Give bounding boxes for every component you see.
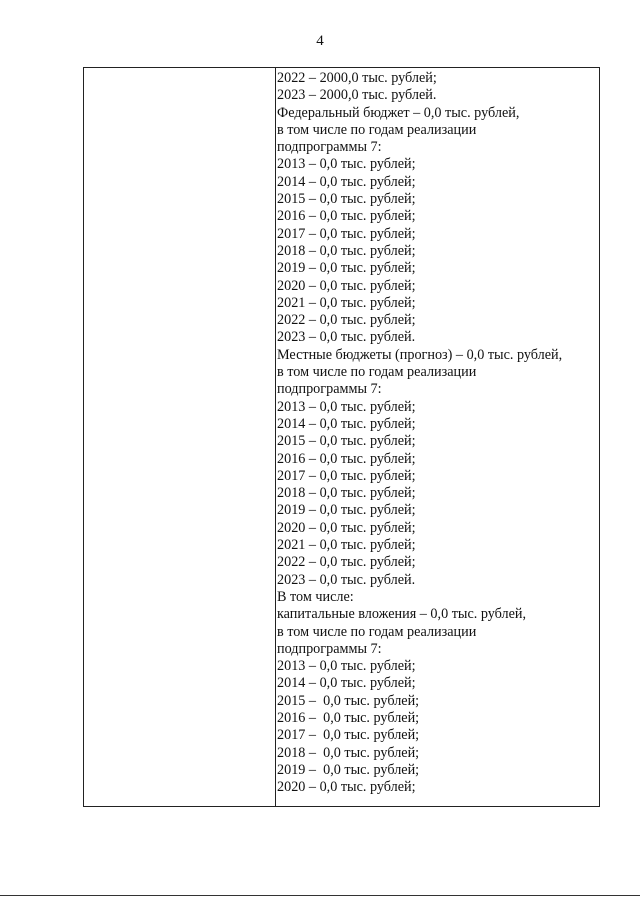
text-line: 2023 – 0,0 тыс. рублей. (277, 329, 416, 346)
text-line: 2018 – 0,0 тыс. рублей; (277, 242, 416, 259)
text-line: 2020 – 0,0 тыс. рублей; (277, 779, 416, 796)
text-line: 2022 – 0,0 тыс. рублей; (277, 554, 416, 571)
text-line: 2019 – 0,0 тыс. рублей; (277, 761, 420, 778)
text-line: подпрограммы 7: (277, 381, 382, 398)
funding-text-cell (277, 70, 599, 796)
text-line: 2022 – 2000,0 тыс. рублей; (277, 70, 437, 86)
text-line: подпрограммы 7: (277, 640, 382, 657)
text-line: 2017 – 0,0 тыс. рублей; (277, 727, 420, 744)
text-line: в том числе по годам реализации (277, 121, 477, 138)
page-number: 4 (316, 33, 324, 49)
text-line: 2015 – 0,0 тыс. рублей; (277, 692, 420, 709)
text-line: 2016 – 0,0 тыс. рублей; (277, 450, 416, 467)
text-line: в том числе по годам реализации (277, 364, 477, 381)
text-line: 2019 – 0,0 тыс. рублей; (277, 260, 416, 277)
text-line: капитальные вложения – 0,0 тыс. рублей, (277, 606, 527, 623)
page-bottom-rule (0, 895, 640, 896)
text-line: 2014 – 0,0 тыс. рублей; (277, 173, 416, 190)
text-line: В том числе: (277, 588, 354, 605)
funding-table (83, 67, 600, 807)
text-line: 2014 – 0,0 тыс. рублей; (277, 675, 416, 692)
text-line: 2019 – 0,0 тыс. рублей; (277, 502, 416, 519)
text-line: 2023 – 2000,0 тыс. рублей. (277, 87, 437, 104)
text-line: 2013 – 0,0 тыс. рублей; (277, 658, 416, 675)
text-line: 2013 – 0,0 тыс. рублей; (277, 156, 416, 173)
text-line: 2017 – 0,0 тыс. рублей; (277, 467, 416, 484)
text-line: Местные бюджеты (прогноз) – 0,0 тыс. рублей, (277, 346, 563, 363)
text-line: 2022 – 0,0 тыс. рублей; (277, 312, 416, 329)
text-line: 2021 – 0,0 тыс. рублей; (277, 537, 416, 554)
text-line: подпрограммы 7: (277, 139, 382, 156)
text-line: 2015 – 0,0 тыс. рублей; (277, 191, 416, 208)
text-line: 2021 – 0,0 тыс. рублей; (277, 294, 416, 311)
text-line: в том числе по годам реализации (277, 623, 477, 640)
text-line: 2016 – 0,0 тыс. рублей; (277, 709, 420, 726)
text-line: 2017 – 0,0 тыс. рублей; (277, 225, 416, 242)
text-line: 2014 – 0,0 тыс. рублей; (277, 415, 416, 432)
text-line: 2020 – 0,0 тыс. рублей; (277, 277, 416, 294)
text-line: 2013 – 0,0 тыс. рублей; (277, 398, 416, 415)
text-line: 2016 – 0,0 тыс. рублей; (277, 208, 416, 225)
text-line: 2015 – 0,0 тыс. рублей; (277, 433, 416, 450)
text-line: 2018 – 0,0 тыс. рублей; (277, 485, 416, 502)
text-line: 2020 – 0,0 тыс. рублей; (277, 519, 416, 536)
text-line: 2023 – 0,0 тыс. рублей. (277, 571, 416, 588)
column-divider (275, 68, 276, 806)
text-line: Федеральный бюджет – 0,0 тыс. рублей, (277, 104, 520, 121)
text-line: 2018 – 0,0 тыс. рублей; (277, 744, 420, 761)
